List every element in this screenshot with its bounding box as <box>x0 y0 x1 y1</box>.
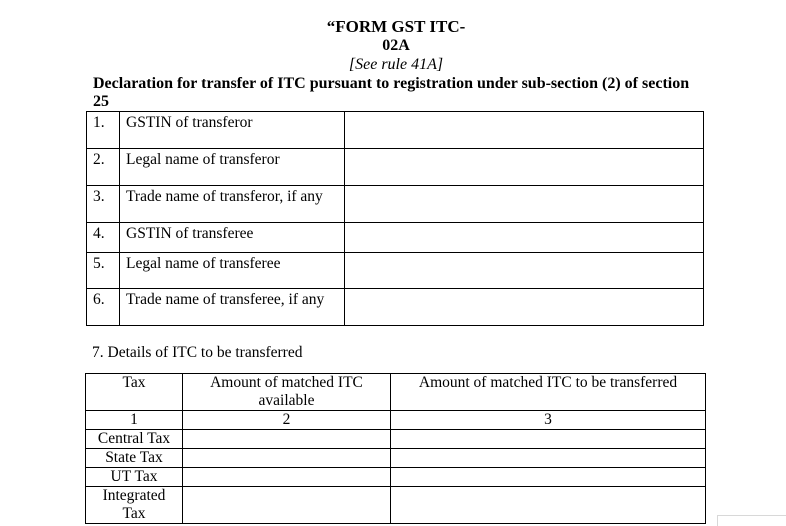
row-number: 2. <box>87 149 120 186</box>
central-tax-available-field[interactable] <box>183 430 391 449</box>
table-row <box>86 487 706 524</box>
table-row <box>87 149 704 186</box>
row-number: 3. <box>87 186 120 223</box>
column-number: 1 <box>86 411 183 430</box>
declaration-heading: Declaration for transfer of ITC pursuant to registration under sub-section (2) of section 25 <box>93 75 690 110</box>
ut-tax-available-field[interactable] <box>183 468 391 487</box>
table-header-row <box>86 374 706 411</box>
gstin-transferee-field[interactable] <box>345 223 704 253</box>
central-tax-transferred-field[interactable] <box>391 430 706 449</box>
column-number: 3 <box>391 411 706 430</box>
row-label: Legal name of transferee <box>120 253 345 289</box>
state-tax-transferred-field[interactable] <box>391 449 706 468</box>
table-row <box>87 186 704 223</box>
table-row <box>86 430 706 449</box>
legal-name-transferor-field[interactable] <box>345 149 704 186</box>
row-number: 4. <box>87 223 120 253</box>
itc-transfer-table <box>85 373 706 524</box>
row-number: 6. <box>87 289 120 326</box>
table-row <box>87 253 704 289</box>
gstin-transferor-field[interactable] <box>345 112 704 149</box>
row-number: 5. <box>87 253 120 289</box>
page-corner-edge <box>717 515 786 526</box>
integrated-tax-available-field[interactable] <box>183 487 391 524</box>
tax-type-label: Integrated Tax <box>86 487 183 524</box>
integrated-tax-transferred-field[interactable] <box>391 487 706 524</box>
table-row <box>87 289 704 326</box>
trade-name-transferee-field[interactable] <box>345 289 704 326</box>
row-label: GSTIN of transferor <box>120 112 345 149</box>
section-7-heading: 7. Details of ITC to be transferred <box>92 344 303 361</box>
column-header-transferred: Amount of matched ITC to be transferred <box>391 374 706 411</box>
column-number-row <box>86 411 706 430</box>
form-number: 02A <box>382 37 410 54</box>
legal-name-transferee-field[interactable] <box>345 253 704 289</box>
transferor-transferee-details-table <box>86 111 704 326</box>
column-header-available: Amount of matched ITC available <box>183 374 391 411</box>
row-label: Legal name of transferor <box>120 149 345 186</box>
table-row <box>87 112 704 149</box>
ut-tax-transferred-field[interactable] <box>391 468 706 487</box>
table-row <box>87 223 704 253</box>
table-row <box>86 449 706 468</box>
row-label: GSTIN of transferee <box>120 223 345 253</box>
column-number: 2 <box>183 411 391 430</box>
row-number: 1. <box>87 112 120 149</box>
row-label: Trade name of transferor, if any <box>120 186 345 223</box>
column-header-tax: Tax <box>86 374 183 411</box>
row-label: Trade name of transferee, if any <box>120 289 345 326</box>
rule-reference: [See rule 41A] <box>348 56 444 73</box>
tax-type-label: Central Tax <box>86 430 183 449</box>
state-tax-available-field[interactable] <box>183 449 391 468</box>
form-title: “FORM GST ITC- <box>326 17 466 36</box>
tax-type-label: UT Tax <box>86 468 183 487</box>
tax-type-label: State Tax <box>86 449 183 468</box>
trade-name-transferor-field[interactable] <box>345 186 704 223</box>
table-row <box>86 468 706 487</box>
